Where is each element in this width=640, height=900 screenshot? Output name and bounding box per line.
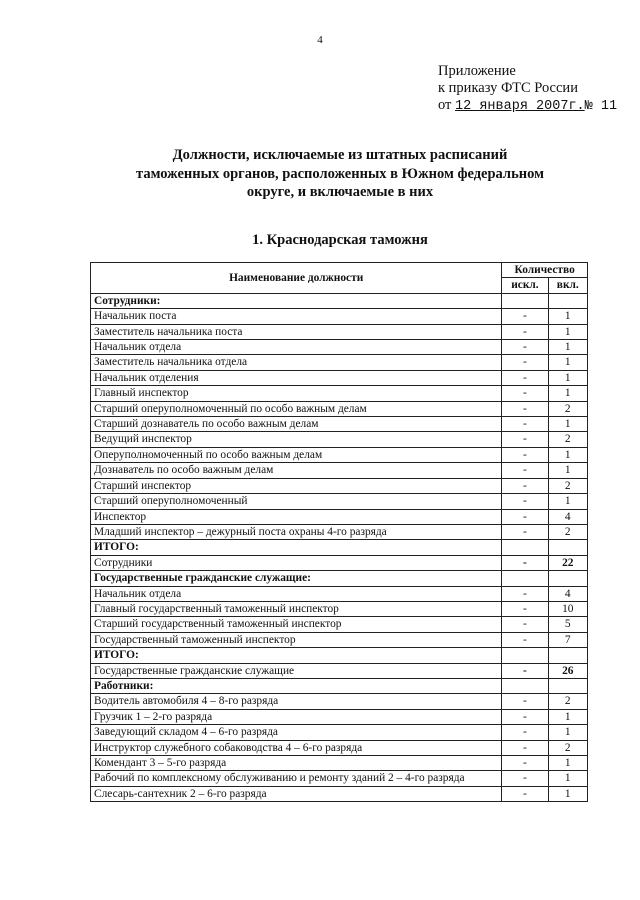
table-row (91, 447, 588, 462)
appendix-date: 12 января 2007г. (455, 99, 585, 114)
position-name-cell: Старший инспектор (91, 478, 502, 493)
included-count-cell: 1 (548, 355, 587, 370)
column-header-quantity: Количество (502, 263, 588, 278)
appendix-order-ref: к приказу ФТС России (438, 80, 578, 96)
included-count-cell: 2 (548, 478, 587, 493)
table-row (91, 632, 588, 647)
table-row (91, 694, 588, 709)
position-name-cell: Дознаватель по особо важным делам (91, 463, 502, 478)
position-name-cell: Сотрудники (91, 555, 502, 570)
excluded-count-cell: - (502, 740, 548, 755)
excluded-count-cell: - (502, 494, 548, 509)
table-row (91, 509, 588, 524)
excluded-count-cell: - (502, 324, 548, 339)
included-count-cell: 2 (548, 694, 587, 709)
excluded-count-cell: - (502, 463, 548, 478)
excluded-count-cell: - (502, 632, 548, 647)
position-name-cell: Водитель автомобиля 4 – 8-го разряда (91, 694, 502, 709)
excluded-count-cell: - (502, 524, 548, 539)
included-count-cell: 10 (548, 601, 587, 616)
position-name-cell: Ведущий инспектор (91, 432, 502, 447)
included-count-cell: 1 (548, 447, 587, 462)
included-count-cell: 1 (548, 386, 587, 401)
included-count-cell: 2 (548, 401, 587, 416)
excluded-count-cell: - (502, 509, 548, 524)
excluded-count-cell: - (502, 709, 548, 724)
table-row (91, 756, 588, 771)
table-row (91, 601, 588, 616)
included-count-cell: 2 (548, 524, 587, 539)
position-name-cell: ИТОГО: (91, 540, 502, 555)
excluded-count-cell: - (502, 786, 548, 801)
table-row (91, 370, 588, 385)
included-count-cell: 1 (548, 771, 587, 786)
position-name-cell: Государственный таможенный инспектор (91, 632, 502, 647)
table-row (91, 386, 588, 401)
table-row (91, 524, 588, 539)
position-name-cell: ИТОГО: (91, 648, 502, 663)
table-row (91, 555, 588, 570)
table-row (91, 663, 588, 678)
included-count-cell: 4 (548, 509, 587, 524)
excluded-count-cell: - (502, 555, 548, 570)
position-name-cell: Заведующий складом 4 – 6-го разряда (91, 725, 502, 740)
table-row (91, 725, 588, 740)
column-header-included: вкл. (548, 278, 587, 293)
included-count-cell (548, 571, 587, 586)
excluded-count-cell: - (502, 617, 548, 632)
position-name-cell: Старший оперуполномоченный по особо важным делам (91, 401, 502, 416)
table-row (91, 540, 588, 555)
position-name-cell: Государственные гражданские служащие: (91, 571, 502, 586)
excluded-count-cell: - (502, 447, 548, 462)
table-row (91, 648, 588, 663)
table-row (91, 401, 588, 416)
excluded-count-cell: - (502, 601, 548, 616)
position-name-cell: Старший оперуполномоченный (91, 494, 502, 509)
excluded-count-cell: - (502, 386, 548, 401)
included-count-cell: 26 (548, 663, 587, 678)
included-count-cell (548, 678, 587, 693)
position-name-cell: Рабочий по комплексному обслуживанию и ремонту зданий 2 – 4-го разряда (91, 771, 502, 786)
position-name-cell: Работники: (91, 678, 502, 693)
table-row (91, 740, 588, 755)
position-name-cell: Начальник отдела (91, 340, 502, 355)
excluded-count-cell: - (502, 355, 548, 370)
position-name-cell: Сотрудники: (91, 293, 502, 308)
table-row (91, 678, 588, 693)
position-name-cell: Оперуполномоченный по особо важным делам (91, 447, 502, 462)
excluded-count-cell: - (502, 663, 548, 678)
table-row (91, 494, 588, 509)
excluded-count-cell: - (502, 694, 548, 709)
included-count-cell: 7 (548, 632, 587, 647)
included-count-cell: 4 (548, 586, 587, 601)
position-name-cell: Комендант 3 – 5-го разряда (91, 756, 502, 771)
table-row (91, 355, 588, 370)
included-count-cell: 1 (548, 340, 587, 355)
table-row (91, 309, 588, 324)
included-count-cell: 1 (548, 725, 587, 740)
appendix-label: Приложение (438, 63, 516, 79)
table-row (91, 340, 588, 355)
included-count-cell: 5 (548, 617, 587, 632)
position-name-cell: Главный инспектор (91, 386, 502, 401)
position-name-cell: Инспектор (91, 509, 502, 524)
position-name-cell: Начальник отдела (91, 586, 502, 601)
excluded-count-cell (502, 678, 548, 693)
table-row (91, 293, 588, 308)
excluded-count-cell: - (502, 340, 548, 355)
excluded-count-cell (502, 293, 548, 308)
included-count-cell: 1 (548, 417, 587, 432)
position-name-cell: Младший инспектор – дежурный поста охраны 4-го разряда (91, 524, 502, 539)
included-count-cell: 2 (548, 740, 587, 755)
position-name-cell: Инструктор служебного собаководства 4 – 6-го разряда (91, 740, 502, 755)
appendix-block (438, 63, 617, 115)
page-number: 4 (317, 34, 323, 46)
table-header-row (91, 263, 588, 278)
excluded-count-cell: - (502, 586, 548, 601)
appendix-date-prefix: от (438, 97, 452, 113)
included-count-cell: 1 (548, 309, 587, 324)
included-count-cell: 2 (548, 432, 587, 447)
column-header-name: Наименование должности (91, 263, 502, 294)
position-name-cell: Слесарь-сантехник 2 – 6-го разряда (91, 786, 502, 801)
included-count-cell: 1 (548, 786, 587, 801)
appendix-date-line (438, 97, 617, 115)
excluded-count-cell (502, 571, 548, 586)
table-body (91, 293, 588, 801)
position-name-cell: Грузчик 1 – 2-го разряда (91, 709, 502, 724)
included-count-cell: 1 (548, 709, 587, 724)
table-row (91, 617, 588, 632)
excluded-count-cell: - (502, 309, 548, 324)
table-row (91, 324, 588, 339)
excluded-count-cell (502, 540, 548, 555)
column-header-excluded: искл. (502, 278, 548, 293)
position-name-cell: Старший государственный таможенный инспектор (91, 617, 502, 632)
excluded-count-cell: - (502, 401, 548, 416)
position-name-cell: Государственные гражданские служащие (91, 663, 502, 678)
excluded-count-cell: - (502, 432, 548, 447)
included-count-cell (548, 648, 587, 663)
excluded-count-cell: - (502, 771, 548, 786)
position-name-cell: Старший дознаватель по особо важным делам (91, 417, 502, 432)
excluded-count-cell: - (502, 725, 548, 740)
excluded-count-cell (502, 648, 548, 663)
table-row (91, 786, 588, 801)
table-row (91, 571, 588, 586)
section-title: 1. Краснодарская таможня (252, 232, 428, 248)
position-name-cell: Заместитель начальника поста (91, 324, 502, 339)
included-count-cell: 1 (548, 494, 587, 509)
table-row (91, 771, 588, 786)
included-count-cell: 1 (548, 463, 587, 478)
position-name-cell: Начальник поста (91, 309, 502, 324)
position-name-cell: Главный государственный таможенный инспектор (91, 601, 502, 616)
included-count-cell: 1 (548, 370, 587, 385)
included-count-cell (548, 540, 587, 555)
excluded-count-cell: - (502, 756, 548, 771)
table-row (91, 478, 588, 493)
table-row (91, 432, 588, 447)
position-name-cell: Начальник отделения (91, 370, 502, 385)
included-count-cell: 22 (548, 555, 587, 570)
position-name-cell: Заместитель начальника отдела (91, 355, 502, 370)
included-count-cell (548, 293, 587, 308)
table-row (91, 586, 588, 601)
included-count-cell: 1 (548, 324, 587, 339)
document-title: Должности, исключаемые из штатных расписаний таможенных органов, расположенных в Южном федеральном округе, и включаемые в них (136, 147, 544, 200)
table-row (91, 709, 588, 724)
excluded-count-cell: - (502, 478, 548, 493)
excluded-count-cell: - (502, 417, 548, 432)
positions-table (90, 262, 588, 802)
table-row (91, 417, 588, 432)
table-row (91, 463, 588, 478)
included-count-cell: 1 (548, 756, 587, 771)
appendix-number: № 11 (584, 99, 618, 114)
excluded-count-cell: - (502, 370, 548, 385)
